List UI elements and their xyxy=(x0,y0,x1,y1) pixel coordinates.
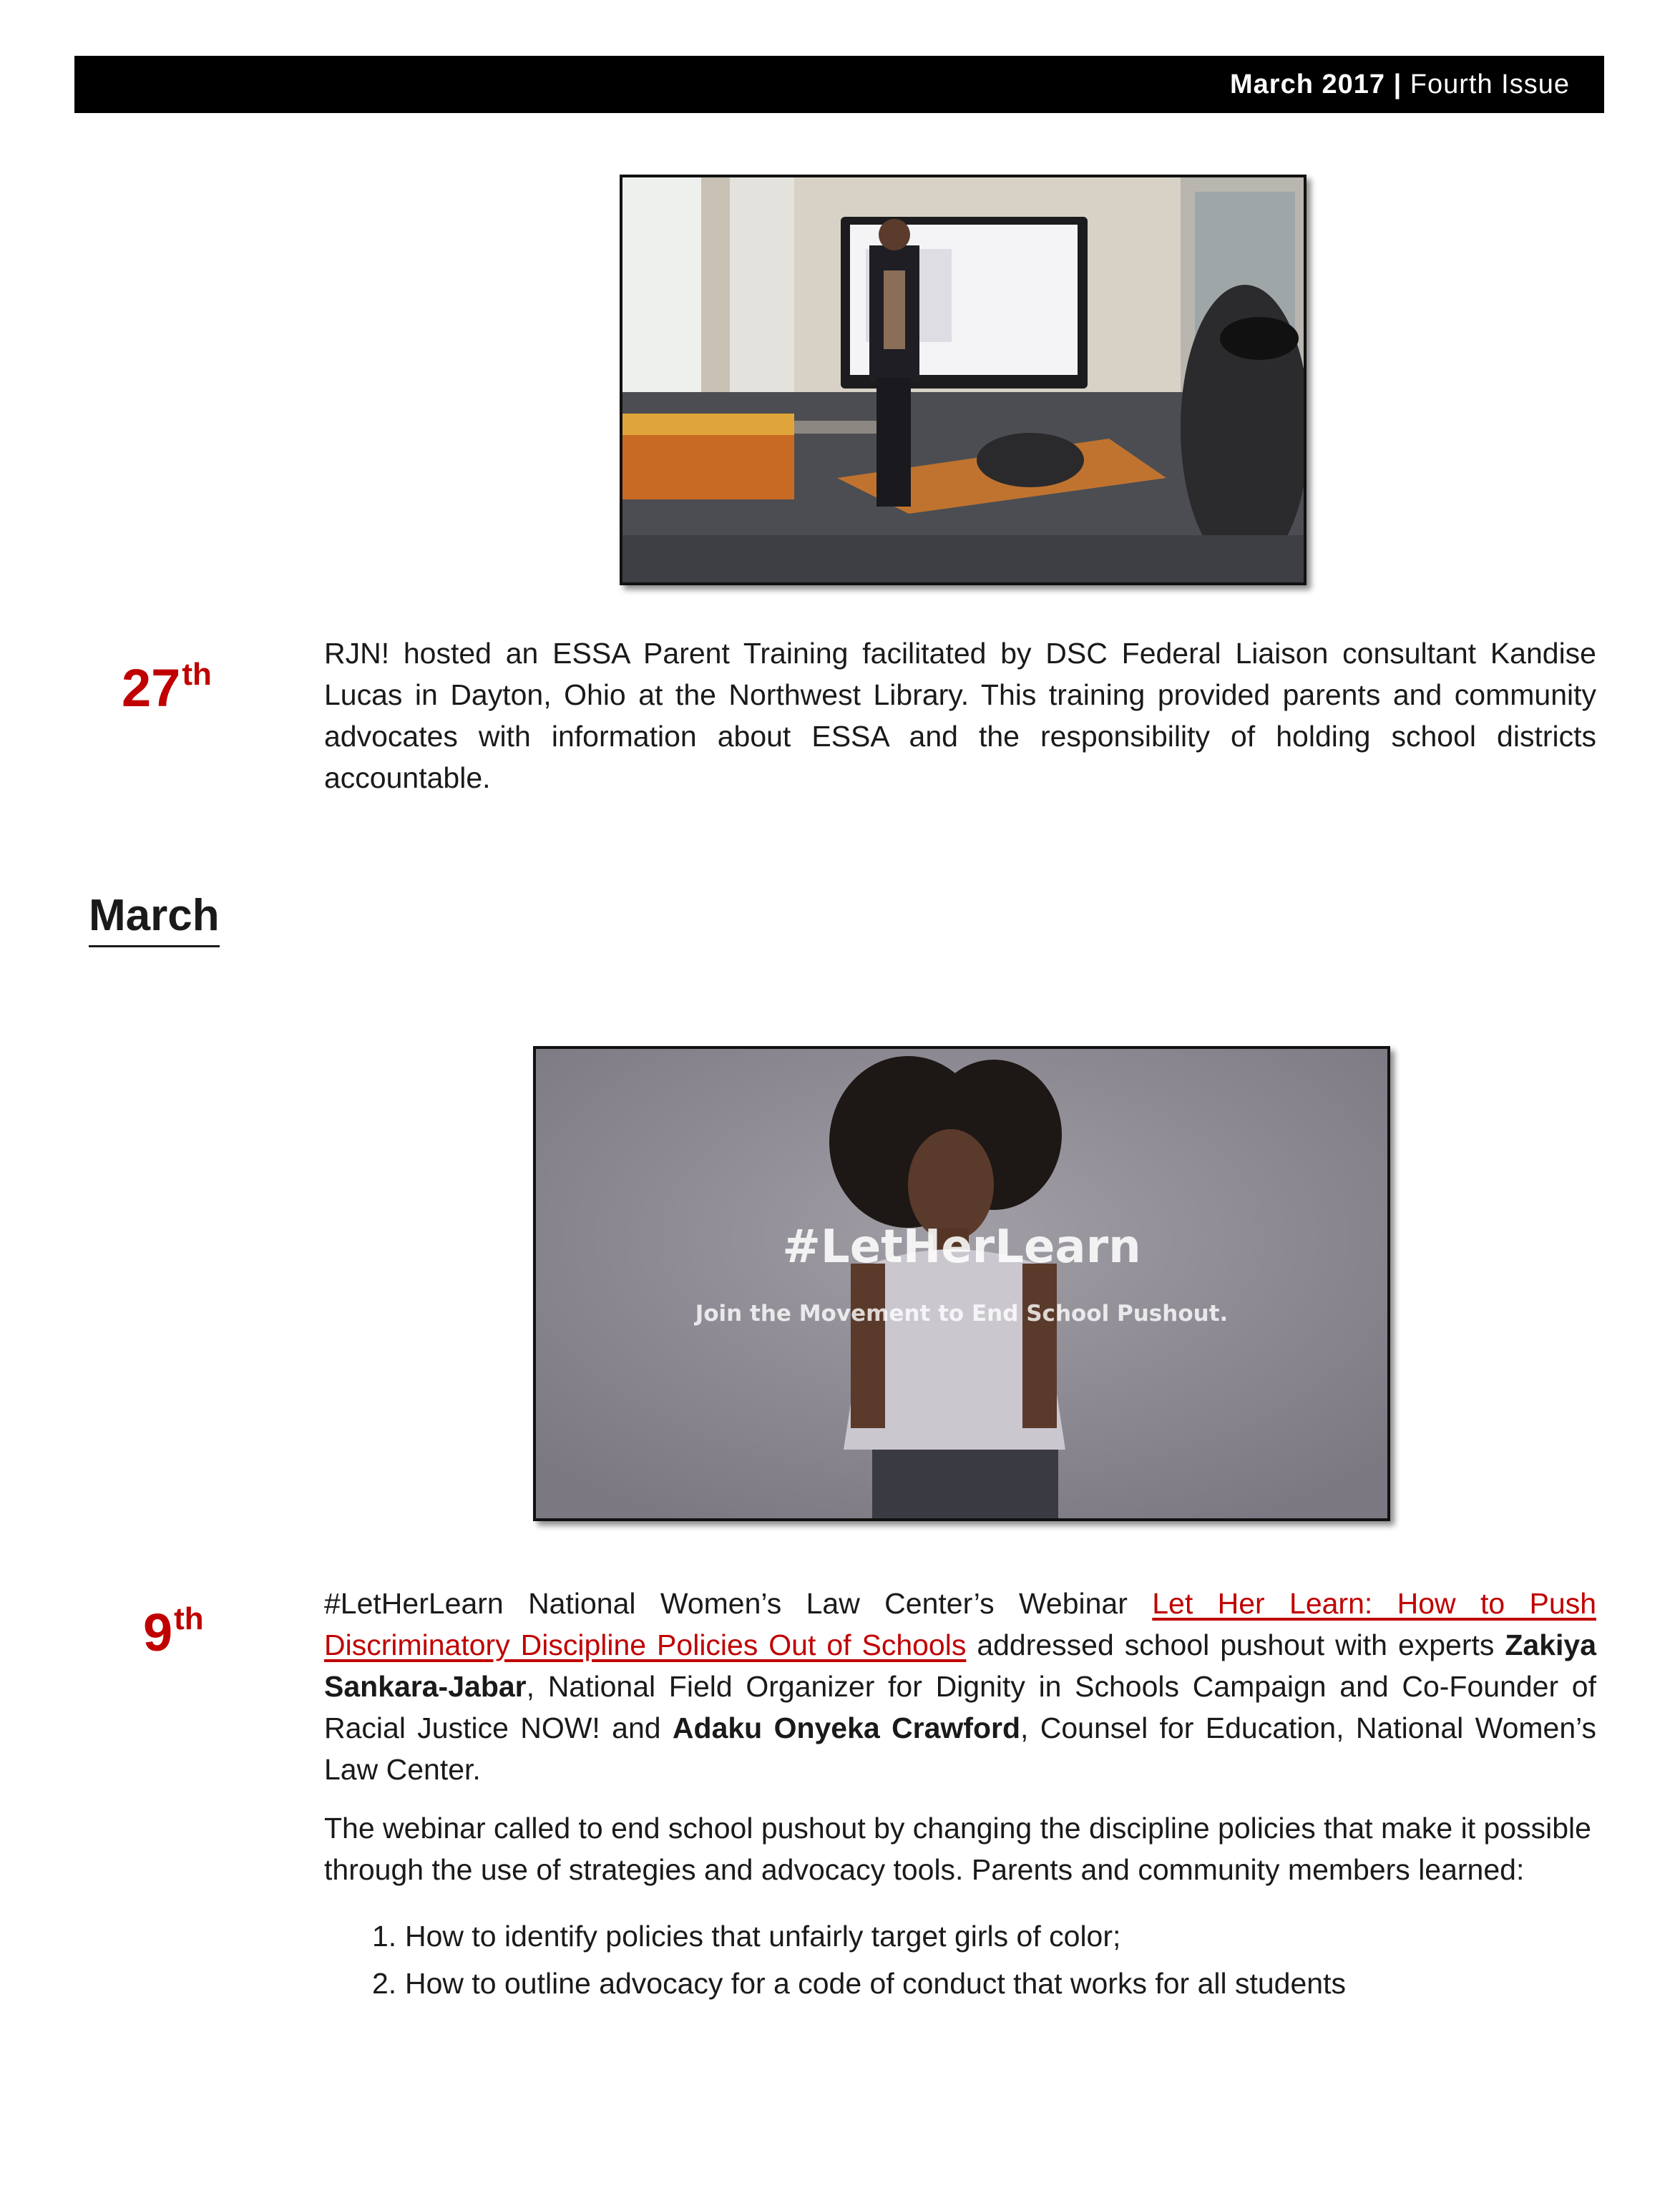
training-session-photo xyxy=(620,175,1307,585)
list-item xyxy=(372,1913,1346,1960)
list-item xyxy=(372,1960,1346,2007)
list-item-number: 1. xyxy=(372,1920,397,1953)
issue-number: Fourth Issue xyxy=(1402,69,1570,99)
issue-date: March 2017 | xyxy=(1230,69,1402,99)
day-number: 9 xyxy=(143,1603,173,1662)
list-item-number: 2. xyxy=(372,1967,397,2000)
day-suffix: th xyxy=(174,1601,204,1636)
webinar-summary: The webinar called to end school pushout by changing the discipline policies that make it possible through the use of strategies and advocacy tools. Parents and community members learned: xyxy=(324,1812,1591,1886)
video-hashtag-title: #LetHerLearn xyxy=(782,1221,1141,1274)
expert-role-1: , National Field Organizer for Dignity in Schools Campaign and Co-Founder of Racial Justice NOW! and xyxy=(324,1670,1596,1744)
webinar-description xyxy=(324,1583,1596,1790)
list-item-text: How to identify policies that unfairly target girls of color; xyxy=(405,1920,1121,1953)
day-number: 27 xyxy=(122,658,181,718)
day-suffix: th xyxy=(182,657,212,692)
list-item-text: How to outline advocacy for a code of conduct that works for all students xyxy=(405,1967,1346,2000)
video-subtitle: Join the Movement to End School Pushout. xyxy=(695,1301,1229,1327)
expert-name-1: Zakiya Sankara-Jabar xyxy=(324,1628,1597,1703)
letherlearn-video-still[interactable] xyxy=(533,1046,1390,1521)
event-date-27th xyxy=(122,657,212,718)
event-date-9th xyxy=(143,1601,204,1663)
section-heading-march: March xyxy=(89,890,220,947)
training-description: RJN! hosted an ESSA Parent Training facilitated by DSC Federal Liaison consultant Kandise Lucas in Dayton, Ohio at the Northwest Library. This training provided parents and community advocates with information about ESSA and the responsibility of holding school districts accountable. xyxy=(324,637,1596,794)
issue-header-bar xyxy=(74,56,1604,113)
webinar-link[interactable]: Let Her Learn: How to Push Discriminatory Discipline Policies Out of Schools xyxy=(324,1587,1596,1661)
webinar-after-link: addressed school pushout with experts xyxy=(966,1628,1505,1661)
learned-list xyxy=(372,1913,1346,2007)
expert-name-2: Adaku Onyeka Crawford xyxy=(672,1711,1021,1744)
expert-role-2: , Counsel for Education, National Women’s Law Center. xyxy=(324,1711,1596,1786)
webinar-intro: #LetHerLearn National Women’s Law Center’s Webinar xyxy=(324,1587,1153,1620)
